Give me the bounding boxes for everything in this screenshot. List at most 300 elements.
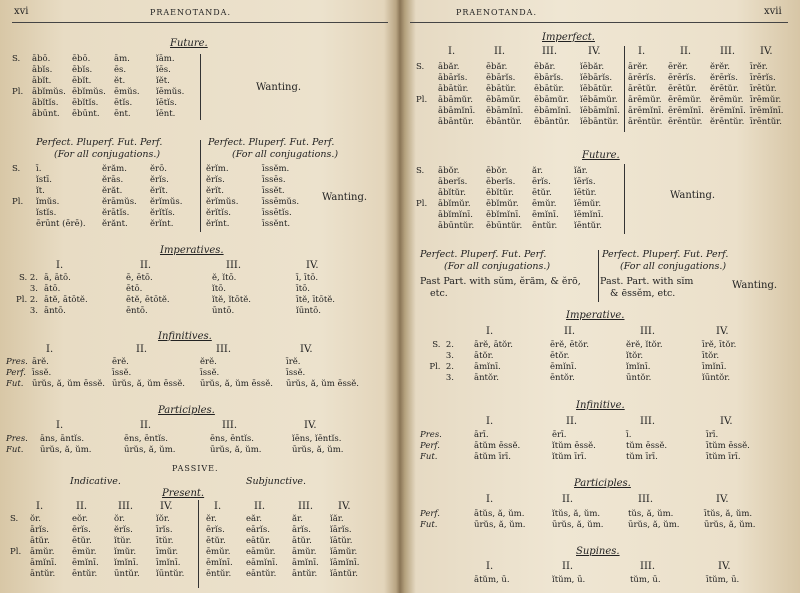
- table-cell: [12, 98, 23, 109]
- table-cell: ērĕ.: [112, 357, 129, 367]
- table-cell: Pl.: [416, 199, 428, 209]
- conj-column-4: [574, 166, 603, 232]
- table-cell: ēns, ēntĭs.: [210, 434, 254, 444]
- mood-label-column: [420, 509, 440, 531]
- running-title: PRAENOTANDA.: [150, 8, 231, 17]
- section-heading-imperatives: Imperatives.: [160, 245, 224, 256]
- section-heading-imperfect: Imperfect.: [542, 32, 595, 43]
- table-cell: ēntŭr.: [72, 569, 98, 579]
- table-cell: ūrŭs, ă, ŭm ēssĕ.: [200, 379, 273, 389]
- indicative-column-2: [72, 514, 99, 580]
- column-divider: [624, 164, 625, 234]
- table-cell: ēbāntŭr.: [486, 117, 522, 127]
- table-cell: ēmŭr.: [532, 199, 557, 209]
- table-cell: ĕrĭt.: [150, 186, 168, 196]
- conj-numeral: I.: [56, 420, 64, 431]
- table-cell: ĕrēmĭnī.: [710, 106, 746, 116]
- table-cell: ūrŭs, ă, ŭm.: [124, 445, 176, 455]
- table-cell: ēmĭnī.: [532, 210, 559, 220]
- table-cell: ērēntŭr.: [668, 117, 703, 127]
- table-cell: ītŏr.: [702, 351, 720, 361]
- person-column: [6, 273, 38, 317]
- conj-column-4: [286, 357, 359, 390]
- table-cell: ērēmŭr.: [668, 95, 702, 105]
- table-cell: ĕrētŭr.: [710, 84, 739, 94]
- conj-numeral: III.: [216, 344, 232, 355]
- table-cell: ēntŏr.: [550, 373, 575, 383]
- page-number: xvi: [14, 6, 29, 17]
- conj-column-1: [40, 434, 92, 456]
- supine-value: ātŭm, ū.: [474, 575, 510, 585]
- indicative-column-4: [156, 514, 184, 580]
- table-cell: īmĭnī.: [156, 558, 181, 568]
- table-cell: ĭĕt.: [156, 76, 170, 86]
- table-cell: āmŭr.: [30, 547, 55, 557]
- table-cell: ārī.: [474, 430, 489, 440]
- conj-column-1: [474, 340, 513, 384]
- table-cell: [12, 76, 23, 87]
- table-cell: ĕrērĭs.: [710, 73, 738, 83]
- table-cell: ēbĭs.: [72, 65, 93, 75]
- conj-numeral: I.: [36, 501, 44, 512]
- table-cell: ĭmĭnī.: [626, 362, 651, 372]
- table-cell: īrēmŭr.: [750, 95, 782, 105]
- right-page: [402, 0, 800, 593]
- table-cell: ēbāntŭr.: [534, 117, 570, 127]
- conj-column-3: [114, 54, 140, 120]
- section-heading-supines: Supines.: [576, 546, 620, 557]
- table-cell: ārēmŭr.: [628, 95, 662, 105]
- table-cell: ēmĭnī.: [206, 558, 233, 568]
- table-cell: S.: [12, 164, 21, 174]
- table-cell: ĕrĭnt.: [150, 219, 174, 229]
- table-cell: īrĕr.: [750, 62, 768, 72]
- table-cell: S.: [12, 54, 21, 64]
- mood-label-column: [6, 434, 28, 456]
- conj-numeral: I.: [638, 46, 646, 57]
- conj-numeral: II.: [564, 326, 576, 337]
- conj-column-3: [210, 434, 262, 456]
- table-cell: īssētĭs.: [262, 208, 292, 218]
- table-cell: ābāmŭr.: [438, 95, 473, 105]
- perfect-formation-note: Past Part. with sŭm, ĕrăm, & ĕrō,: [420, 276, 581, 287]
- table-cell: ērērĭs.: [668, 73, 696, 83]
- conj-numeral: III.: [222, 420, 238, 431]
- voice-label: PASSIVE.: [172, 464, 219, 473]
- conj-column-1: [438, 166, 474, 232]
- conj-numeral: III.: [640, 416, 656, 427]
- table-cell: ĭtŭm īrī.: [552, 452, 587, 462]
- table-cell: eāntŭr.: [246, 569, 277, 579]
- table-cell: ĭēmĭnī.: [574, 210, 604, 220]
- conj-numeral: II.: [76, 501, 88, 512]
- table-cell: ĕrănt.: [102, 219, 128, 229]
- table-cell: ĕrō.: [150, 164, 167, 174]
- table-cell: ĭūntō.: [296, 306, 321, 316]
- table-cell: ārĭs.: [30, 525, 49, 535]
- table-cell: ēntō.: [126, 306, 148, 316]
- table-cell: ārētŭr.: [628, 84, 657, 94]
- header-rule: [410, 22, 788, 23]
- conj-numeral: IV.: [304, 420, 317, 431]
- person-column: [410, 340, 454, 384]
- table-cell: ĭērĭs.: [574, 177, 596, 187]
- subjunctive-column-4: [750, 62, 784, 128]
- table-cell: S.: [416, 166, 425, 176]
- table-cell: ĕr.: [206, 514, 217, 524]
- table-cell: S. 2.: [18, 273, 38, 283]
- table-cell: ērĭs.: [72, 525, 91, 535]
- conj-numeral: IV.: [760, 46, 773, 57]
- table-cell: āmŭr.: [292, 547, 317, 557]
- table-cell: Fut.: [420, 520, 438, 530]
- table-cell: [12, 208, 23, 219]
- table-cell: ēbātŭr.: [486, 84, 517, 94]
- table-cell: [416, 177, 427, 188]
- indicative-column-3: [534, 62, 571, 128]
- table-cell: ĕrēmŭr.: [710, 95, 744, 105]
- table-cell: ī, ītō.: [296, 273, 319, 283]
- conj-numeral: IV.: [588, 46, 601, 57]
- table-cell: ābĭtŭr.: [438, 188, 466, 198]
- table-cell: āmĭnī.: [30, 558, 57, 568]
- table-cell: īrĕ, ītŏr.: [702, 340, 737, 350]
- table-cell: eāmĭnī.: [246, 558, 278, 568]
- table-cell: ābĭt.: [32, 76, 52, 86]
- person-column: [10, 514, 21, 580]
- table-cell: ēmĭnī.: [72, 558, 99, 568]
- table-cell: ērūnt (ērē).: [36, 219, 86, 229]
- conj-column-2: [552, 509, 604, 531]
- table-cell: ētŭr.: [206, 536, 226, 546]
- table-cell: ūrŭs, ă, ŭm.: [210, 445, 262, 455]
- table-cell: ārĕr.: [628, 62, 648, 72]
- table-cell: ēbūntŭr.: [486, 221, 523, 231]
- table-cell: ĭtŭr.: [114, 536, 132, 546]
- column-divider: [200, 54, 201, 120]
- conj-numeral: II.: [562, 494, 574, 505]
- table-cell: īrĕ.: [286, 357, 301, 367]
- indicative-column-1: [30, 514, 57, 580]
- table-cell: īssēmŭs.: [262, 197, 300, 207]
- table-cell: eārĭs.: [246, 525, 270, 535]
- table-cell: ābāntŭr.: [438, 117, 474, 127]
- tense-header: Perfect. Pluperf. Fut. Perf.: [420, 249, 547, 260]
- table-cell: [12, 186, 23, 197]
- table-cell: [12, 65, 23, 76]
- table-cell: ĭmŭr.: [114, 547, 137, 557]
- table-cell: āberĭs.: [438, 177, 468, 187]
- table-cell: ĭēbātŭr.: [580, 84, 613, 94]
- conj-numeral: IV.: [718, 561, 731, 572]
- conj-column-4: [704, 509, 756, 531]
- table-cell: ēbārĭs.: [534, 73, 564, 83]
- table-cell: ĭāmĭnī.: [330, 558, 360, 568]
- table-cell: [12, 175, 23, 186]
- conj-numeral: II.: [140, 420, 152, 431]
- table-cell: ĭūntŭr.: [156, 569, 185, 579]
- table-cell: ĭēbăr.: [580, 62, 605, 72]
- table-cell: īssēs.: [262, 175, 286, 185]
- column-divider: [598, 250, 599, 302]
- table-cell: ītŭs, ă, ŭm.: [704, 509, 753, 519]
- conj-column-4: [292, 434, 344, 456]
- table-cell: Pres.: [6, 434, 28, 444]
- table-cell: [416, 117, 427, 128]
- table-cell: ēbāmŭr.: [534, 95, 569, 105]
- conj-numeral: I.: [46, 344, 54, 355]
- table-cell: āmĭnī.: [292, 558, 319, 568]
- table-cell: ĕrāmŭs.: [102, 197, 137, 207]
- table-cell: ūntō.: [212, 306, 235, 316]
- table-cell: ĕrĕ.: [200, 357, 217, 367]
- table-cell: īrētŭr.: [750, 84, 777, 94]
- table-cell: īrērĭs.: [750, 73, 776, 83]
- conj-column-4: [296, 273, 335, 317]
- table-cell: ītŭm īrī.: [706, 452, 741, 462]
- conj-column-2: [486, 166, 522, 232]
- table-cell: ē, ētō.: [126, 273, 153, 283]
- table-cell: ēbăr.: [534, 62, 556, 72]
- subj-pluperfect-column: [262, 164, 299, 230]
- column-divider: [624, 46, 625, 132]
- table-cell: ātŭr.: [30, 536, 50, 546]
- conj-numeral: III.: [720, 46, 736, 57]
- conj-numeral: IV.: [306, 260, 319, 271]
- table-cell: ābāmĭnī.: [438, 106, 476, 116]
- table-cell: ī.: [36, 164, 42, 174]
- subjunctive-column-4: [330, 514, 359, 580]
- table-cell: Pl.: [416, 95, 428, 105]
- conj-numeral: III.: [542, 46, 558, 57]
- table-cell: ētō.: [126, 284, 143, 294]
- table-cell: [416, 188, 427, 199]
- table-cell: ĭmĭnī.: [114, 558, 139, 568]
- table-cell: ĕrĭtĭs.: [206, 208, 232, 218]
- table-cell: ētĕ, ētōtĕ.: [126, 295, 170, 305]
- perfect-column: [36, 164, 86, 230]
- table-cell: ārĭs.: [292, 525, 311, 535]
- table-cell: ēbŏr.: [486, 166, 508, 176]
- conj-column-2: [124, 434, 176, 456]
- conj-column-2: [72, 54, 106, 120]
- table-cell: ĕrĭm.: [206, 164, 229, 174]
- table-cell: ĭēnt.: [156, 109, 176, 119]
- table-cell: ātĕ, ātōtĕ.: [44, 295, 88, 305]
- mood-header: Indicative.: [70, 476, 121, 487]
- table-cell: ĭmŭs.: [36, 197, 60, 207]
- tense-header: Perfect. Pluperf. Fut. Perf.: [602, 249, 729, 260]
- table-cell: ēbĭtŭr.: [486, 188, 514, 198]
- conj-numeral: III.: [640, 326, 656, 337]
- table-cell: īssĕ.: [286, 368, 306, 378]
- table-cell: ērētŭr.: [668, 84, 697, 94]
- table-cell: ĭtĕ, ĭtōtĕ.: [212, 295, 251, 305]
- table-cell: 3.: [445, 351, 454, 361]
- conj-column-3: [628, 509, 680, 531]
- table-cell: īrĭs.: [156, 525, 173, 535]
- table-cell: īrēntŭr.: [750, 117, 783, 127]
- table-cell: ītŭr.: [156, 536, 174, 546]
- conj-column-1: [44, 273, 88, 317]
- table-cell: ĭstĭs.: [36, 208, 57, 218]
- conj-column-1: [32, 54, 66, 120]
- conj-numeral: I.: [486, 561, 494, 572]
- table-cell: [416, 73, 427, 84]
- table-cell: ēbārĭs.: [486, 73, 516, 83]
- table-cell: ĭēmŭs.: [156, 87, 185, 97]
- table-cell: ētŭr.: [532, 188, 552, 198]
- table-cell: tŭm īrī.: [626, 452, 658, 462]
- mood-header: Subjunctive.: [246, 476, 307, 487]
- subjunctive-column-3: [710, 62, 746, 128]
- column-divider: [198, 500, 199, 588]
- left-page: [0, 0, 398, 593]
- table-cell: ŏr.: [114, 514, 125, 524]
- table-cell: ā, ātō.: [44, 273, 71, 283]
- table-cell: ārĕ, ātŏr.: [474, 340, 513, 350]
- table-cell: ŏr.: [30, 514, 41, 524]
- table-cell: Pl.: [12, 197, 24, 207]
- table-cell: ĕrăt.: [102, 186, 123, 196]
- table-cell: ēmŭr.: [206, 547, 231, 557]
- table-cell: ūntŏr.: [626, 373, 652, 383]
- table-cell: ūrŭs, ă, ŭm ēssĕ.: [32, 379, 105, 389]
- conj-column-1: [474, 430, 520, 463]
- table-cell: ūrŭs, ă, ŭm.: [628, 520, 680, 530]
- table-cell: ātŭs, ă, ŭm.: [474, 509, 525, 519]
- table-cell: ĭēns, ĭēntĭs.: [292, 434, 342, 444]
- table-cell: ēbātŭr.: [534, 84, 565, 94]
- table-cell: ērī.: [552, 430, 567, 440]
- table-cell: ĕrĭs.: [114, 525, 133, 535]
- table-cell: ĕrĕ, ĭtŏr.: [626, 340, 663, 350]
- table-cell: ēbāmĭnī.: [486, 106, 524, 116]
- table-cell: ūrŭs, ă, ŭm ēssĕ.: [286, 379, 359, 389]
- subjunctive-column-2: [668, 62, 704, 128]
- subj-formation-note: Past. Part. with sĭm: [600, 276, 694, 287]
- table-cell: ēbō.: [72, 54, 91, 64]
- table-cell: ĕrĭmŭs.: [150, 197, 183, 207]
- table-cell: ītō.: [296, 284, 310, 294]
- conj-numeral: II.: [494, 46, 506, 57]
- table-cell: ēs.: [114, 65, 127, 75]
- person-column: [12, 54, 23, 120]
- table-cell: eăr.: [246, 514, 262, 524]
- conj-numeral: III.: [118, 501, 134, 512]
- table-cell: ātō.: [44, 284, 61, 294]
- table-cell: ĕrĕr.: [710, 62, 730, 72]
- table-cell: eŏr.: [72, 514, 88, 524]
- table-cell: ūrŭs, ă, ŭm.: [704, 520, 756, 530]
- table-cell: īssĕnt.: [262, 219, 291, 229]
- table-cell: ēbĭmĭnī.: [486, 210, 521, 220]
- table-cell: ĭēmŭr.: [574, 199, 602, 209]
- running-title: PRAENOTANDA.: [456, 8, 537, 17]
- subjunctive-column-3: [292, 514, 319, 580]
- table-cell: ēbĭtĭs.: [72, 98, 99, 108]
- table-cell: ĭētŭr.: [574, 188, 597, 198]
- table-cell: ĕrēntŭr.: [710, 117, 745, 127]
- table-cell: [10, 525, 21, 536]
- indicative-column-4: [580, 62, 620, 128]
- table-cell: Fut.: [6, 379, 24, 389]
- indicative-column-2: [486, 62, 523, 128]
- table-cell: ĭēs.: [156, 65, 171, 75]
- table-cell: ĭāmŭr.: [330, 547, 358, 557]
- pluperfect-column: [102, 164, 137, 230]
- table-cell: āmĭnī.: [474, 362, 501, 372]
- subjunctive-column-2: [246, 514, 278, 580]
- table-cell: āntō.: [44, 306, 66, 316]
- conj-numeral: I.: [486, 416, 494, 427]
- page-number: xvii: [764, 6, 782, 17]
- table-cell: īrēmĭnī.: [750, 106, 784, 116]
- conj-column-3: [626, 430, 667, 463]
- wanting-note: Wanting.: [670, 190, 716, 201]
- table-cell: ūrŭs, ă, ŭm ēssĕ.: [112, 379, 185, 389]
- table-cell: ēbāmĭnī.: [534, 106, 572, 116]
- table-cell: ĭăr.: [330, 514, 344, 524]
- conj-column-1: [474, 509, 526, 531]
- table-cell: ĕrĭnt.: [206, 219, 230, 229]
- section-heading-participles: Participles.: [574, 478, 631, 489]
- table-cell: ēns, ēntĭs.: [124, 434, 168, 444]
- table-cell: 3.: [445, 373, 454, 383]
- table-cell: īssĕ.: [32, 368, 52, 378]
- table-cell: ĭātŭr.: [330, 536, 353, 546]
- conj-numeral: IV.: [338, 501, 351, 512]
- supine-value: tŭm, ū.: [630, 575, 661, 585]
- table-cell: ūntŭr.: [114, 569, 140, 579]
- conj-column-3: [200, 357, 273, 390]
- conj-column-1: [32, 357, 105, 390]
- table-cell: Pres.: [6, 357, 28, 367]
- table-cell: ārēntŭr.: [628, 117, 663, 127]
- table-cell: ēbĭmŭs.: [72, 87, 106, 97]
- table-cell: ābĭmŭr.: [438, 199, 471, 209]
- perfect-formation-note-cont: etc.: [430, 288, 448, 299]
- conj-numeral: I.: [448, 46, 456, 57]
- subj-formation-note-cont: & ēssĕm, etc.: [610, 288, 676, 299]
- future-perfect-column: [150, 164, 182, 230]
- table-cell: Pl.: [10, 547, 22, 557]
- conj-numeral: III.: [638, 494, 654, 505]
- table-cell: ēntŭr.: [532, 221, 558, 231]
- conj-column-2: [552, 430, 596, 463]
- table-cell: ābĭmĭnī.: [438, 210, 473, 220]
- table-cell: ēmĭnī.: [550, 362, 577, 372]
- table-cell: ĕrĭtĭs.: [150, 208, 176, 218]
- table-cell: ēberĭs.: [486, 177, 516, 187]
- subjunctive-column-1: [628, 62, 664, 128]
- table-cell: ĭāntŭr.: [330, 569, 358, 579]
- table-cell: ĭēbāmĭnī.: [580, 106, 620, 116]
- table-cell: ābĭtĭs.: [32, 98, 59, 108]
- tense-header-note: (For all conjugations.): [232, 149, 339, 160]
- table-cell: āntŏr.: [474, 373, 499, 383]
- table-cell: ābŏr.: [438, 166, 460, 176]
- mood-label-column: [6, 357, 28, 390]
- table-cell: ĭēbāmŭr.: [580, 95, 618, 105]
- conj-numeral: IV.: [716, 326, 729, 337]
- conj-column-4: [706, 430, 750, 463]
- table-cell: tŭs, ă, ŭm.: [628, 509, 674, 519]
- table-cell: ābātŭr.: [438, 84, 469, 94]
- table-cell: ītŭm ēssĕ.: [706, 441, 750, 451]
- table-cell: ābārĭs.: [438, 73, 468, 83]
- tense-header-note: (For all conjugations.): [444, 261, 551, 272]
